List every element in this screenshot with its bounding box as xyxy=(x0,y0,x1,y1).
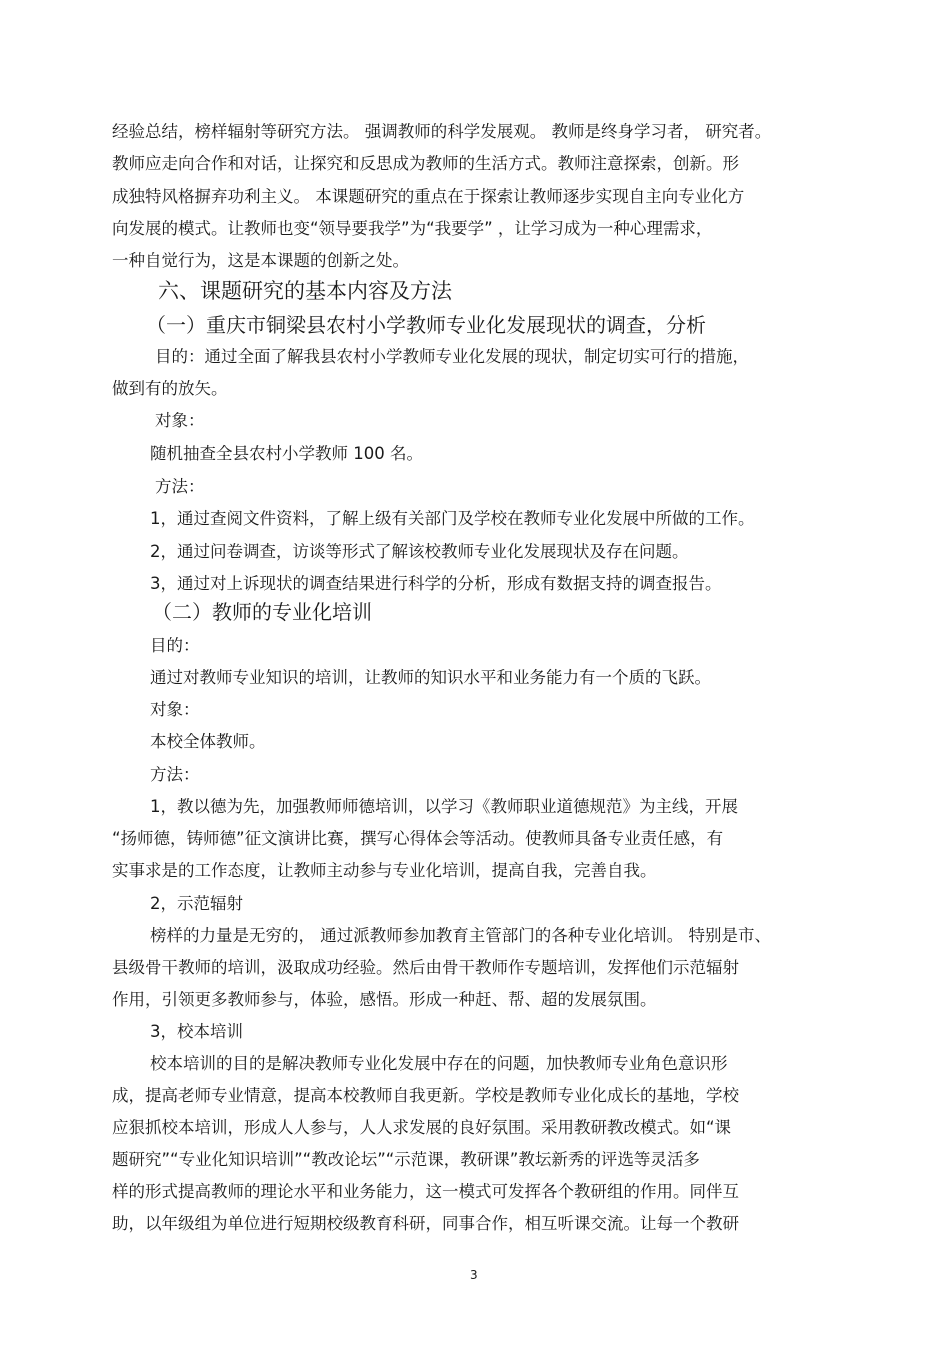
object-label: 对象： xyxy=(150,700,200,719)
paragraph-line: 1，教以德为先，加强教师师德培训，以学习《教师职业道德规范》为主线，开展 xyxy=(150,797,738,816)
method-item: 2，通过问卷调查，访谈等形式了解该校教师专业化发展现状及存在问题。 xyxy=(150,542,689,561)
paragraph-line: 作用，引领更多教师参与，体验，感悟。形成一种赶、帮、超的发展氛围。 xyxy=(112,990,657,1009)
subsection-heading: （一）重庆市铜梁县农村小学教师专业化发展现状的调查，分析 xyxy=(146,313,706,337)
section-heading: 六、课题研究的基本内容及方法 xyxy=(158,279,452,303)
paragraph-line: 县级骨干教师的培训，汲取成功经验。然后由骨干教师作专题培训，发挥他们示范辐射 xyxy=(112,958,739,977)
paragraph-line: 应狠抓校本培训，形成人人参与，人人求发展的良好氛围。采用教研教改模式。如“课 xyxy=(112,1118,732,1137)
paragraph-line: 实事求是的工作态度，让教师主动参与专业化培训，提高自我，完善自我。 xyxy=(112,861,657,880)
purpose-line: 目的：通过全面了解我县农村小学教师专业化发展的现状，制定切实可行的措施， xyxy=(155,347,749,366)
paragraph-line: 榜样的力量是无穷的， 通过派教师参加教育主管部门的各种专业化培训。 特别是市、 xyxy=(150,926,771,945)
paragraph-line: 助，以年级组为单位进行短期校级教育科研，同事合作，相互听课交流。让每一个教研 xyxy=(112,1214,739,1233)
subsection-heading: （二）教师的专业化培训 xyxy=(152,600,372,624)
page-number: 3 xyxy=(470,1268,478,1282)
method-item: 3，通过对上诉现状的调查结果进行科学的分析，形成有数据支持的调查报告。 xyxy=(150,574,722,593)
object-text: 本校全体教师。 xyxy=(150,732,266,751)
paragraph-line: 样的形式提高教师的理论水平和业务能力，这一模式可发挥各个教研组的作用。同伴互 xyxy=(112,1182,739,1201)
paragraph-line: 经验总结，榜样辐射等研究方法。 强调教师的科学发展观。 教师是终身学习者， 研究者。 xyxy=(112,122,772,141)
method-label: 方法： xyxy=(150,765,200,784)
purpose-label: 目的： xyxy=(150,636,200,655)
purpose-text: 通过对教师专业知识的培训，让教师的知识水平和业务能力有一个质的飞跃。 xyxy=(150,668,711,687)
item-title: 3，校本培训 xyxy=(150,1022,243,1041)
paragraph-line: 成，提高老师专业情意，提高本校教师自我更新。学校是教师专业化成长的基地，学校 xyxy=(112,1086,739,1105)
object-label: 对象： xyxy=(155,411,205,430)
paragraph-line: “扬师德，铸师德”征文演讲比赛，撰写心得体会等活动。使教师具备专业责任感，有 xyxy=(112,829,724,848)
paragraph-line: 教师应走向合作和对话，让探究和反思成为教师的生活方式。教师注意探索，创新。形 xyxy=(112,154,739,173)
paragraph-line: 向发展的模式。让教师也变“领导要我学”为“我要学” ，让学习成为一种心理需求， xyxy=(112,219,713,238)
purpose-line: 做到有的放矢。 xyxy=(112,379,228,398)
paragraph-line: 校本培训的目的是解决教师专业化发展中存在的问题，加快教师专业角色意识形 xyxy=(150,1054,728,1073)
object-text: 随机抽查全县农村小学教师 100 名。 xyxy=(150,444,423,463)
method-item: 1，通过查阅文件资料，了解上级有关部门及学校在教师专业化发展中所做的工作。 xyxy=(150,509,755,528)
item-title: 2，示范辐射 xyxy=(150,894,243,913)
method-label: 方法： xyxy=(155,477,205,496)
paragraph-line: 一种自觉行为，这是本课题的创新之处。 xyxy=(112,251,409,270)
paragraph-line: 成独特风格摒弃功利主义。 本课题研究的重点在于探索让教师逐步实现自主向专业化方 xyxy=(112,187,745,206)
paragraph-line: 题研究”“专业化知识培训”“教改论坛”“示范课，教研课”教坛新秀的评选等灵活多 xyxy=(112,1150,700,1169)
